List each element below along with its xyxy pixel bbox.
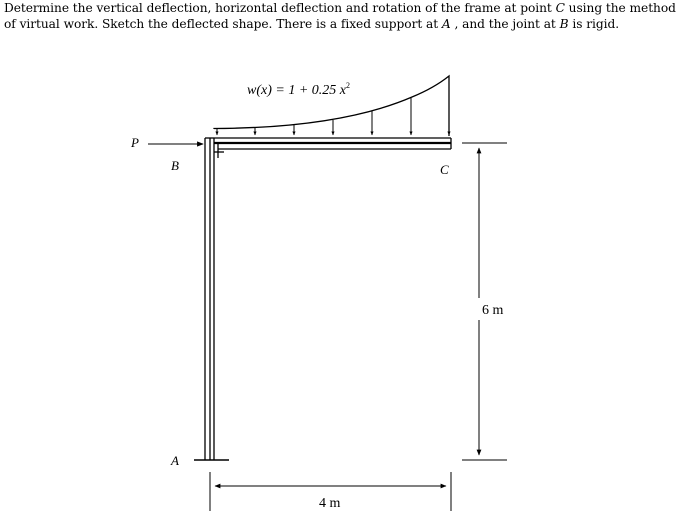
- problem-text: of virtual work. Sketch the deflected shape. There is a fixed support at: [4, 17, 442, 31]
- point-b-ref: B: [559, 17, 569, 31]
- height-dimension: [462, 143, 507, 460]
- point-c-ref: C: [555, 1, 565, 15]
- support-a-label: A: [171, 453, 179, 468]
- height-dimension-label: 6 m: [482, 303, 504, 318]
- joint-b-label: B: [171, 158, 179, 173]
- problem-text: using the method: [564, 1, 676, 15]
- column: [205, 138, 214, 460]
- force-p-label: P: [131, 135, 139, 150]
- problem-text: Determine the vertical deflection, horizontal deflection and rotation of the frame at point: [4, 1, 556, 15]
- beam: [214, 138, 451, 158]
- problem-text: is rigid.: [568, 17, 620, 31]
- span-dimension-label: 4 m: [319, 496, 341, 511]
- problem-text: , and the joint at: [450, 17, 560, 31]
- point-c-label: C: [440, 162, 449, 177]
- load-equation: w(x) = 1 + 0.25 $x^2$: [247, 81, 350, 98]
- point-a-ref: A: [441, 17, 451, 31]
